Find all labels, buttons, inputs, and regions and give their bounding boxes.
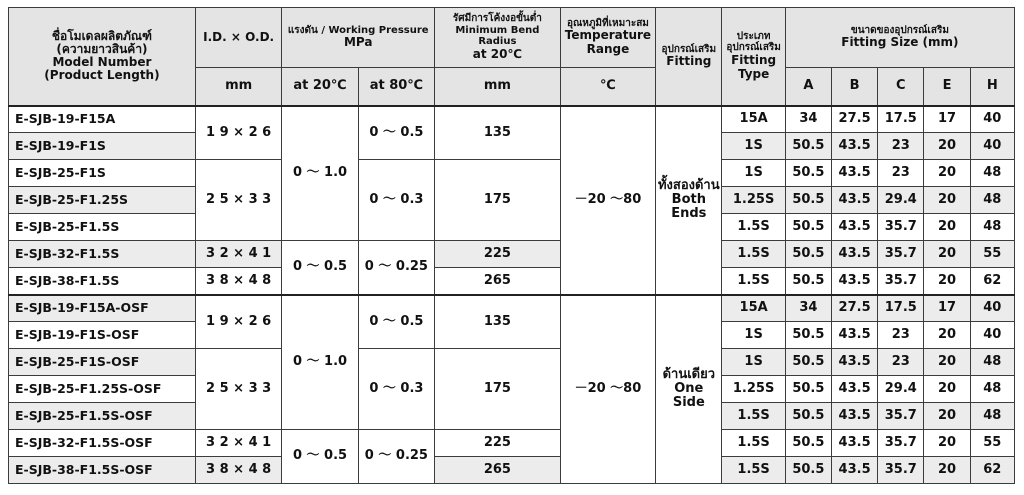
header-col-c: C [878,68,924,106]
header-id-od: I.D. × O.D. [195,8,281,68]
pressure-20-cell: 0 ～ 0.5 [282,430,358,484]
size-cell: 2 5 × 3 3 [195,349,281,430]
header-model: ชื่อโมเดลผลิตภัณฑ์ (ความยาวสินค้า) Model Number (Product Length) [9,8,196,106]
size-b-cell: 43.5 [831,187,877,214]
header-fitting-type: ประเภท อุปกรณ์เสริม Fitting Type [722,8,785,106]
pressure-80-cell: 0 ～ 0.3 [358,349,434,430]
bend-radius-cell: 175 [435,349,561,430]
model-cell: E-SJB-25-F1.25S-OSF [9,376,196,403]
size-a-cell: 50.5 [785,376,831,403]
size-b-cell: 43.5 [831,322,877,349]
size-a-cell: 34 [785,106,831,133]
size-cell: 3 2 × 4 1 [195,241,281,268]
size-c-cell: 23 [878,133,924,160]
bend-radius-cell: 135 [435,106,561,160]
table-row [9,430,1015,457]
size-a-cell: 50.5 [785,160,831,187]
size-h-cell: 48 [970,214,1014,241]
fitting-type-cell: 1.5S [722,403,785,430]
header-pressure: แรงดัน / Working Pressure MPa [282,8,435,68]
size-h-cell: 40 [970,106,1014,133]
size-c-cell: 17.5 [878,106,924,133]
fitting-type-cell: 1.5S [722,241,785,268]
header-col-h: H [970,68,1014,106]
table-row [9,295,1015,322]
bend-radius-cell: 175 [435,160,561,241]
table-row [9,268,1015,295]
bend-radius-cell: 225 [435,430,561,457]
pressure-80-cell: 0 ～ 0.25 [358,430,434,484]
size-a-cell: 50.5 [785,214,831,241]
header-col-b: B [831,68,877,106]
size-cell: 3 8 × 4 8 [195,268,281,295]
size-e-cell: 20 [924,160,970,187]
header-at-20: at 20℃ [282,68,358,106]
size-c-cell: 29.4 [878,376,924,403]
size-c-cell: 23 [878,349,924,376]
size-e-cell: 20 [924,430,970,457]
model-cell: E-SJB-25-F1.5S-OSF [9,403,196,430]
size-a-cell: 50.5 [785,133,831,160]
model-cell: E-SJB-25-F1S-OSF [9,349,196,376]
header-fitting-size: ขนาดของอุปกรณ์เสริม Fitting Size (mm) [785,8,1014,68]
pressure-20-cell: 0 ～ 1.0 [282,295,358,430]
pressure-80-cell: 0 ～ 0.5 [358,106,434,160]
model-cell: E-SJB-25-F1.25S [9,187,196,214]
header-unit-mm: mm [195,68,281,106]
fitting-type-cell: 15A [722,106,785,133]
fitting-type-cell: 1.5S [722,214,785,241]
header-col-e: E [924,68,970,106]
size-a-cell: 50.5 [785,268,831,295]
size-b-cell: 27.5 [831,295,877,322]
size-h-cell: 62 [970,457,1014,484]
size-h-cell: 48 [970,376,1014,403]
pressure-80-cell: 0 ～ 0.5 [358,295,434,349]
fitting-type-cell: 1.5S [722,430,785,457]
temperature-cell: －20 ～80 [560,295,655,484]
size-b-cell: 27.5 [831,106,877,133]
size-cell: 3 2 × 4 1 [195,430,281,457]
pressure-20-cell: 0 ～ 0.5 [282,241,358,295]
header-fitting: อุปกรณ์เสริม Fitting [656,8,722,106]
size-c-cell: 23 [878,322,924,349]
size-c-cell: 35.7 [878,241,924,268]
header-unit-mm-bend: mm [435,68,561,106]
table-row [9,106,1015,133]
size-c-cell: 23 [878,160,924,187]
model-cell: E-SJB-32-F1.5S-OSF [9,430,196,457]
size-a-cell: 50.5 [785,241,831,268]
size-a-cell: 34 [785,295,831,322]
size-c-cell: 35.7 [878,457,924,484]
size-e-cell: 20 [924,457,970,484]
model-cell: E-SJB-38-F1.5S [9,268,196,295]
size-h-cell: 55 [970,430,1014,457]
size-a-cell: 50.5 [785,457,831,484]
size-h-cell: 40 [970,133,1014,160]
size-cell: 1 9 × 2 6 [195,295,281,349]
temperature-cell: －20 ～80 [560,106,655,295]
model-cell: E-SJB-25-F1S [9,160,196,187]
fitting-type-cell: 1.25S [722,187,785,214]
bend-radius-cell: 225 [435,241,561,268]
size-b-cell: 43.5 [831,214,877,241]
fitting-type-cell: 1S [722,133,785,160]
size-e-cell: 20 [924,241,970,268]
size-a-cell: 50.5 [785,322,831,349]
fitting-one-side-cell: ด้านเดียว One Side [656,295,722,484]
size-e-cell: 20 [924,268,970,295]
size-a-cell: 50.5 [785,403,831,430]
header-unit-celsius: ℃ [560,68,655,106]
model-cell: E-SJB-19-F1S [9,133,196,160]
size-b-cell: 43.5 [831,376,877,403]
fitting-type-cell: 1.5S [722,457,785,484]
spec-table [8,7,1015,484]
model-cell: E-SJB-25-F1.5S [9,214,196,241]
size-e-cell: 20 [924,403,970,430]
size-e-cell: 20 [924,349,970,376]
table-row [9,349,1015,376]
fitting-type-cell: 1S [722,160,785,187]
bend-radius-cell: 135 [435,295,561,349]
pressure-80-cell: 0 ～ 0.3 [358,160,434,241]
model-cell: E-SJB-19-F15A-OSF [9,295,196,322]
size-b-cell: 43.5 [831,349,877,376]
model-cell: E-SJB-19-F15A [9,106,196,133]
pressure-20-cell: 0 ～ 1.0 [282,106,358,241]
size-b-cell: 43.5 [831,268,877,295]
model-cell: E-SJB-38-F1.5S-OSF [9,457,196,484]
pressure-80-cell: 0 ～ 0.25 [358,241,434,295]
size-h-cell: 48 [970,160,1014,187]
size-c-cell: 17.5 [878,295,924,322]
bend-radius-cell: 265 [435,457,561,484]
size-h-cell: 48 [970,187,1014,214]
size-c-cell: 35.7 [878,430,924,457]
size-e-cell: 20 [924,214,970,241]
model-cell: E-SJB-32-F1.5S [9,241,196,268]
size-e-cell: 20 [924,322,970,349]
size-b-cell: 43.5 [831,133,877,160]
size-e-cell: 20 [924,187,970,214]
size-e-cell: 20 [924,133,970,160]
size-e-cell: 17 [924,295,970,322]
fitting-type-cell: 1S [722,349,785,376]
size-a-cell: 50.5 [785,187,831,214]
size-cell: 3 8 × 4 8 [195,457,281,484]
size-cell: 1 9 × 2 6 [195,106,281,160]
size-h-cell: 55 [970,241,1014,268]
size-b-cell: 43.5 [831,457,877,484]
size-h-cell: 40 [970,322,1014,349]
size-e-cell: 20 [924,376,970,403]
size-b-cell: 43.5 [831,430,877,457]
size-c-cell: 35.7 [878,268,924,295]
fitting-type-cell: 1S [722,322,785,349]
table-row [9,160,1015,187]
header-at-80: at 80℃ [358,68,434,106]
fitting-both-ends-cell: ทั้งสองด้าน Both Ends [656,106,722,295]
size-a-cell: 50.5 [785,430,831,457]
size-b-cell: 43.5 [831,403,877,430]
size-b-cell: 43.5 [831,160,877,187]
size-e-cell: 17 [924,106,970,133]
fitting-type-cell: 1.25S [722,376,785,403]
fitting-type-cell: 15A [722,295,785,322]
size-c-cell: 35.7 [878,214,924,241]
size-h-cell: 62 [970,268,1014,295]
size-cell: 2 5 × 3 3 [195,160,281,241]
size-c-cell: 35.7 [878,403,924,430]
size-h-cell: 40 [970,295,1014,322]
size-h-cell: 48 [970,403,1014,430]
fitting-type-cell: 1.5S [722,268,785,295]
header-col-a: A [785,68,831,106]
bend-radius-cell: 265 [435,268,561,295]
header-bend-radius: รัศมีการโค้งงอขั้นต่ำ Minimum Bend Radius at 20℃ [435,8,561,68]
size-a-cell: 50.5 [785,349,831,376]
header-temperature: อุณหภูมิที่เหมาะสม Temperature Range [560,8,655,68]
table-row [9,457,1015,484]
table-row [9,241,1015,268]
size-h-cell: 48 [970,349,1014,376]
size-b-cell: 43.5 [831,241,877,268]
size-c-cell: 29.4 [878,187,924,214]
model-cell: E-SJB-19-F1S-OSF [9,322,196,349]
